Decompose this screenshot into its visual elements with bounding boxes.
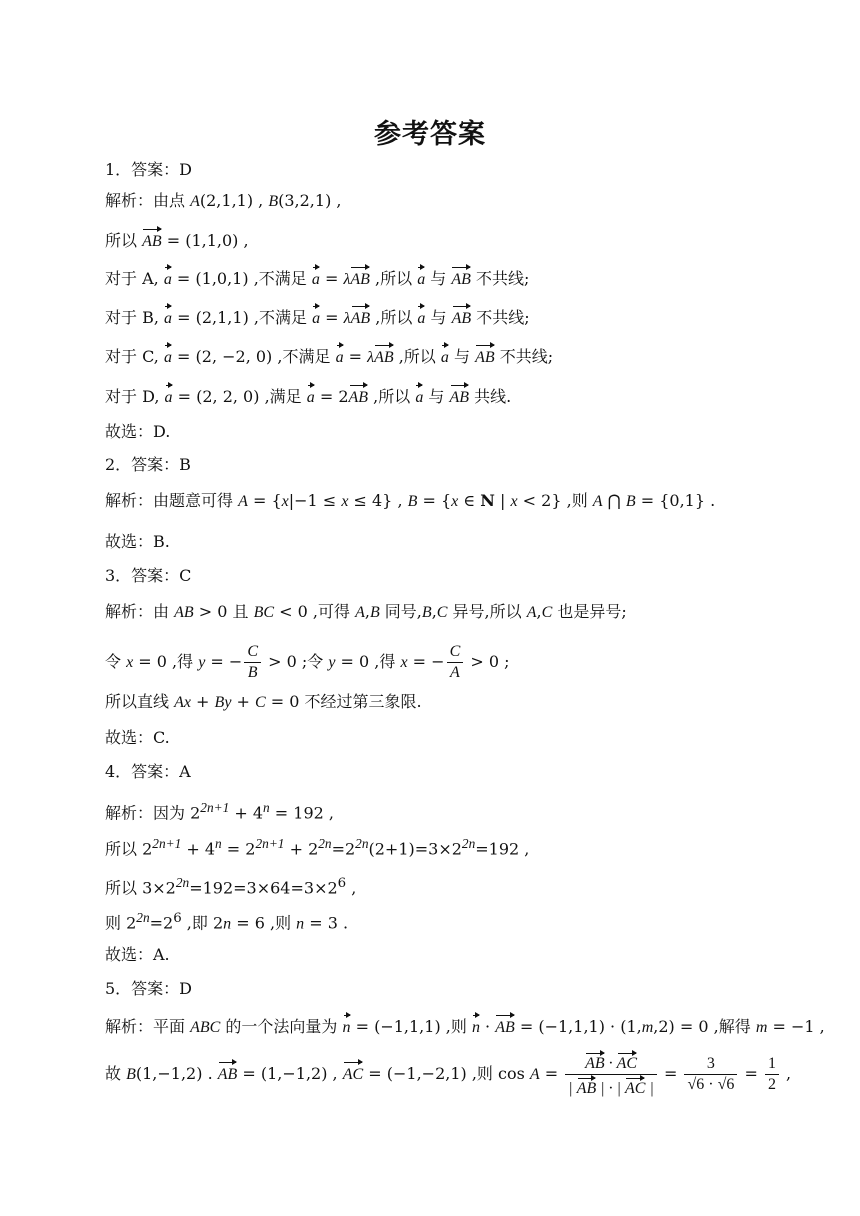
answer-4-conclusion: 故选：A. bbox=[105, 945, 170, 964]
answer-3-conclusion: 故选：C. bbox=[105, 728, 170, 747]
answer-4-heading: 4．答案：A bbox=[105, 762, 191, 781]
answer-4-analysis-line: 所以 $2^{2n+1} + 4^n = 2^{2n+1} + 2^{2n}=2^{2n}(2+1)=3\times 2^{2n}=192$ , bbox=[105, 836, 530, 859]
answer-5-heading: 5．答案：D bbox=[105, 979, 193, 998]
answer-4-analysis-line: 则 $2^{2n}=2^6$ ,即 2n = 6 ,则 n = 3 . bbox=[105, 910, 349, 933]
answer-2-heading: 2．答案：B bbox=[105, 455, 191, 474]
answer-3-heading: 3．答案：C bbox=[105, 566, 192, 585]
answer-3-analysis-line: 令 x = 0 ,得 y = − $\frac{C}{B}$ > 0 ;令 y = 0 ,得 x = − $\frac{C}{A}$ > 0 ; bbox=[105, 643, 510, 681]
answer-1-analysis-line: 对于 D, a = (2, 2, 0) ,满足 a = 2AB ,所以 a 与 AB 共线. bbox=[105, 382, 820, 410]
answer-1-analysis-line: 所以 AB = (1,1,0) , bbox=[105, 226, 820, 254]
answer-1-conclusion: 故选：D. bbox=[105, 422, 171, 441]
answer-3-analysis-line: 所以直线 Ax + By + C = 0 不经过第三象限. bbox=[105, 692, 422, 711]
answer-5-analysis-line: 解析：平面 ABC 的一个法向量为 n = (−1,1,1) ,则 n · AB = (−1,1,1) · (1,m,2) = 0 ,解得 m = −1 , bbox=[105, 1012, 820, 1040]
answer-1-heading: 1．答案：D bbox=[105, 160, 193, 179]
answer-1-analysis-line: 对于 A, a = (1,0,1) ,不满足 a = λAB ,所以 a 与 AB 不共线; bbox=[105, 264, 820, 292]
answer-5-analysis-line: 故 B(1,−1,2) . AB = (1,−1,2) , AC = (−1,−2,1) ,则 cos A = $\frac{AB \cdot AC}{| AB | \cdot | AC |}$ = $\frac{3}{√6 \cdot √6}$ = $\frac{1}{2}$ , bbox=[105, 1050, 820, 1099]
page-title: 参考答案 bbox=[374, 119, 486, 150]
answer-1-analysis-line: 解析：由点 A(2,1,1) , B(3,2,1) , bbox=[105, 191, 342, 210]
answer-2-conclusion: 故选：B. bbox=[105, 532, 170, 551]
answer-2-analysis-line: 解析：由题意可得 A = {x|−1 ≤ x ≤ 4} , B = {x ∈ N | x < 2} ,则 A ⋂ B = {0,1} . bbox=[105, 491, 716, 510]
answer-4-analysis-line: 所以 $3\times 2^{2n}=192=3\times 64=3\times 2^6$ , bbox=[105, 875, 357, 898]
answer-1-analysis-line: 对于 C, a = (2, −2, 0) ,不满足 a = λAB ,所以 a 与 AB 不共线; bbox=[105, 342, 820, 370]
answer-1-analysis-line: 对于 B, a = (2,1,1) ,不满足 a = λAB ,所以 a 与 AB 不共线; bbox=[105, 303, 820, 331]
answer-4-analysis-line: 解析：因为 $2^{2n+1} + 4^n = 192$ , bbox=[105, 800, 335, 823]
answer-3-analysis-line: 解析：由 AB > 0 且 BC < 0 ,可得 A,B 同号,B,C 异号,所以 A,C 也是异号; bbox=[105, 602, 627, 621]
